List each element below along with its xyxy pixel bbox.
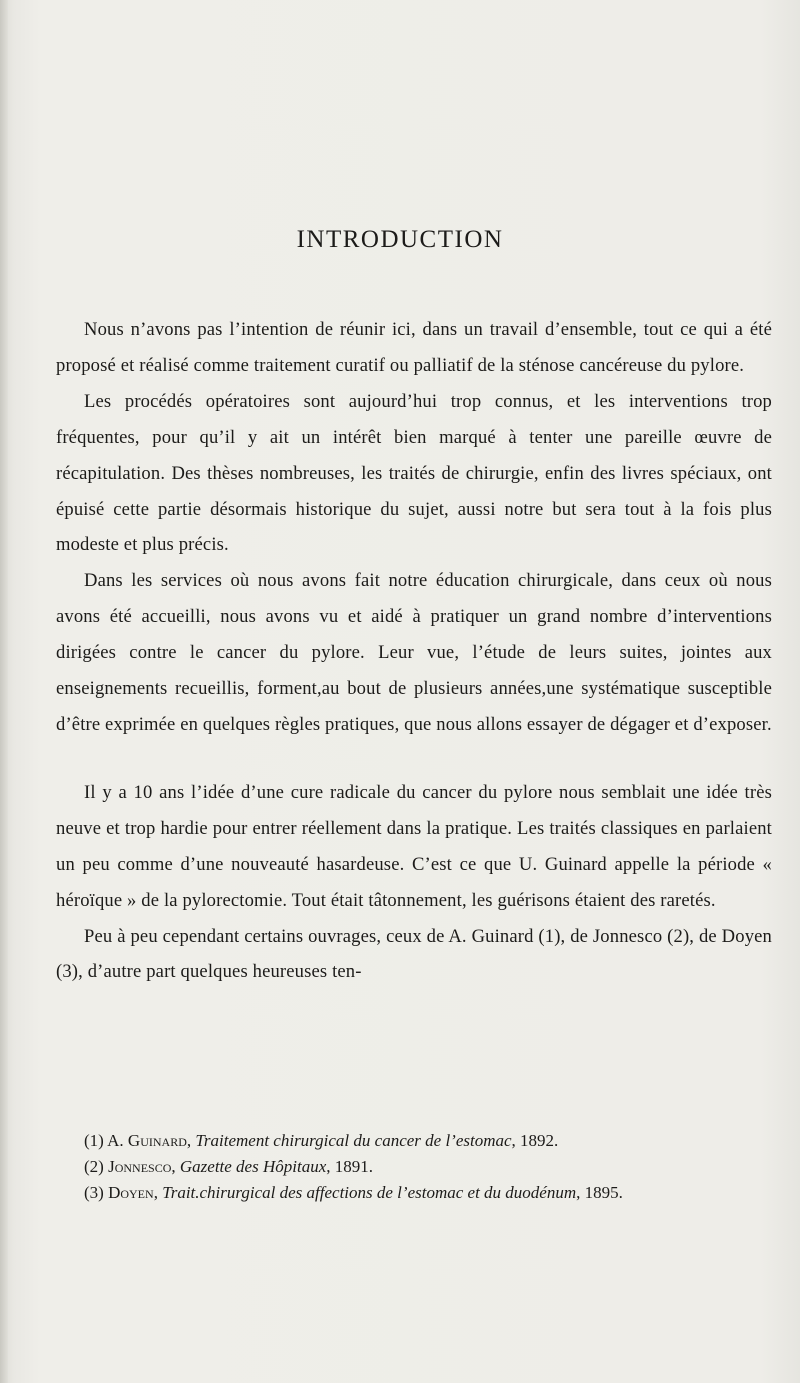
paragraph-4: Il y a 10 ans l’idée d’une cure radicale du cancer du pylore nous semblait une idée très neuve et trop hardie pour entrer réellement dans la pratique. Les traités classiques en parlaient un peu comme d’une nouveauté hasardeuse. C’est ce que U. Guinard appelle la période « héroïque » de la pylorectomie. Tout était tâtonnement, les guérisons étaient des raretés. (56, 781, 772, 911)
footnote-year: , 1892. (511, 1131, 559, 1150)
body-text (56, 312, 772, 990)
page-spine-shadow (0, 0, 8, 1383)
footnote-3 (56, 1180, 772, 1206)
footnote-1 (56, 1128, 772, 1154)
footnote-number: (1) A. (84, 1131, 124, 1150)
paragraph-3: Dans les services où nous avons fait notre éducation chirurgicale, dans ceux où nous avons été accueilli, nous avons vu et aidé à pratiquer un grand nombre d’interventions dirigées contre le cancer du pylore. Leur vue, l’étude de leurs suites, jointes aux enseignements recueillis, forment,au bout de plusieurs années,une systématique susceptible d’être exprimée en quelques règles pratiques, que nous allons essayer de dégager et d’exposer. (56, 570, 772, 735)
footnote-author: Guinard (127, 1131, 187, 1150)
footnote-year: , 1891. (326, 1157, 373, 1176)
footnote-work: Gazette des Hôpitaux (179, 1157, 327, 1176)
footnote-number: (2) (84, 1157, 104, 1176)
footnotes (56, 1128, 772, 1206)
paragraph-1: Nous n’avons pas l’intention de réunir ici, dans un travail d’ensemble, tout ce qui a été proposé et réalisé comme traitement curatif ou palliatif de la sténose cancéreuse du pylore. (56, 319, 772, 376)
footnote-author: Jonnesco (108, 1157, 172, 1176)
paragraph-5: Peu à peu cependant certains ouvrages, ceux de A. Guinard (1), de Jonnesco (2), de Doyen (3), d’autre part quelques heureuses ten- (56, 925, 772, 983)
footnote-work: Trait.chirurgical des affections de l’estomac et du duodénum (162, 1183, 577, 1202)
footnote-year: , 1895. (576, 1183, 623, 1202)
footnote-2 (56, 1154, 772, 1180)
footnote-work: Traitement chirurgical du cancer de l’estomac (195, 1131, 512, 1150)
footnote-author: Doyen (108, 1183, 154, 1202)
footnote-separator: , (153, 1183, 163, 1202)
paragraph-2: Les procédés opératoires sont aujourd’hui trop connus, et les interventions trop fréquentes, pour qu’il y ait un intérêt bien marqué à tenter une pareille œuvre de récapitulation. Des thèses nombreuses, les traités de chirurgie, enfin des livres spéciaux, ont épuisé cette partie désormais historique du sujet, aussi notre but sera tout à la fois plus modeste et plus précis. (56, 390, 772, 556)
footnote-separator: , (171, 1157, 180, 1176)
page-title: INTRODUCTION (296, 226, 504, 253)
footnote-number: (3) (84, 1183, 104, 1202)
footnote-separator: , (186, 1131, 196, 1150)
